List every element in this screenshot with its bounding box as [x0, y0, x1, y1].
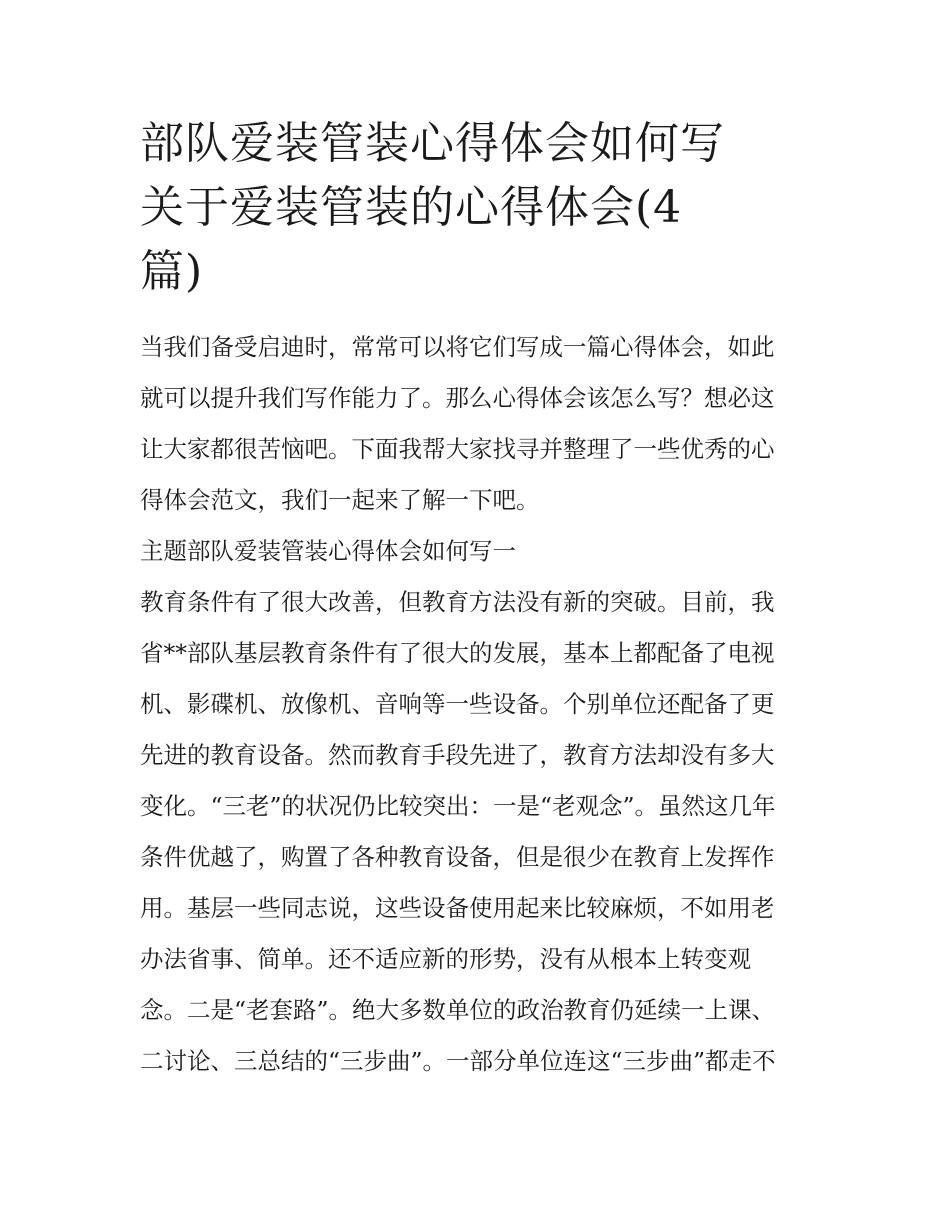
section-line: 用。基层一些同志说，这些设备使用起来比较麻烦，不如用老: [140, 894, 775, 922]
section-heading: 主题部队爱装管装心得体会如何写一: [140, 537, 516, 565]
title-line: 部队爱装管装心得体会如何写: [140, 118, 725, 169]
intro-line: 当我们备受启迪时，常常可以将它们写成一篇心得体会，如此: [140, 333, 775, 361]
document-body: [140, 322, 816, 1087]
document-page: [140, 112, 816, 1087]
section-line: 教育条件有了很大改善，但教育方法没有新的突破。目前，我: [140, 588, 775, 616]
section-line: 念。二是“老套路”。绝大多数单位的政治教育仍延续一上课、: [140, 996, 776, 1024]
section-line: 变化。“三老”的状况仍比较突出：一是“老观念”。虽然这几年: [140, 792, 776, 820]
title-line: 关于爱装管装的心得体会(4: [140, 182, 683, 233]
intro-line: 就可以提升我们写作能力了。那么心得体会该怎么写？想必这: [140, 384, 775, 412]
document-title: [140, 112, 800, 304]
title-line: 篇): [140, 246, 204, 297]
section-line: 二讨论、三总结的“三步曲”。一部分单位连这“三步曲”都走不: [140, 1047, 776, 1075]
section-line: 先进的教育设备。然而教育手段先进了，教育方法却没有多大: [140, 741, 775, 769]
section-line: 办法省事、简单。还不适应新的形势，没有从根本上转变观: [140, 945, 751, 973]
intro-line: 得体会范文，我们一起来了解一下吧。: [140, 486, 540, 514]
section-line: 条件优越了，购置了各种教育设备，但是很少在教育上发挥作: [140, 843, 775, 871]
intro-line: 让大家都很苦恼吧。下面我帮大家找寻并整理了一些优秀的心: [140, 435, 775, 463]
section-line: 机、影碟机、放像机、音响等一些设备。个别单位还配备了更: [140, 690, 775, 718]
section-line: 省**部队基层教育条件有了很大的发展，基本上都配备了电视: [140, 639, 775, 667]
